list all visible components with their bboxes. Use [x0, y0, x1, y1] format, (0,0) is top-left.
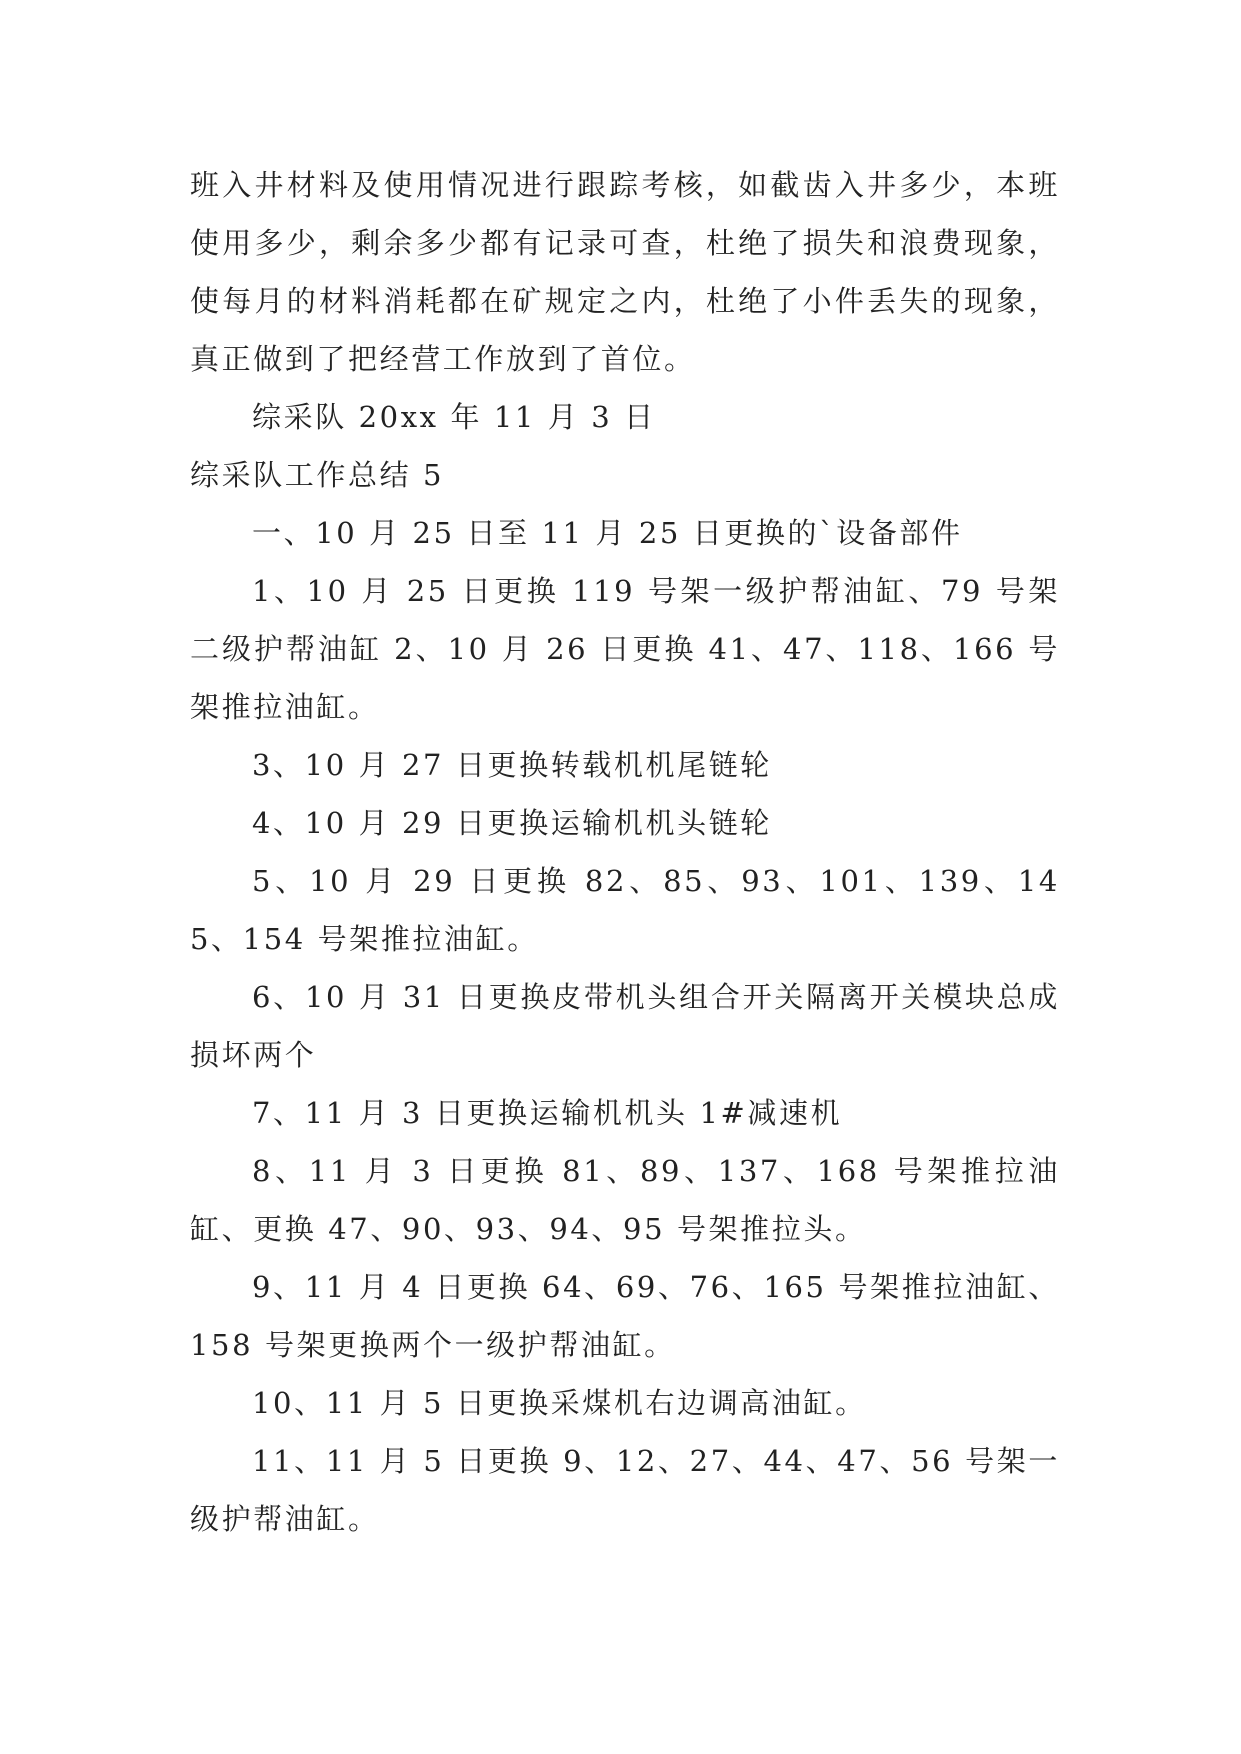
list-item: 6、10 月 31 日更换皮带机头组合开关隔离开关模块总成损坏两个 — [190, 980, 1060, 1072]
section-title: 综采队工作总结 5 — [190, 458, 445, 492]
list-item: 1、10 月 25 日更换 119 号架一级护帮油缸、79 号架二级护帮油缸 2、10 月 26 日更换 41、47、118、166 号架推拉油缸。 — [190, 574, 1060, 724]
list-item: 9、11 月 4 日更换 64、69、76、165 号架推拉油缸、158 号架更换两个一级护帮油缸。 — [190, 1270, 1060, 1362]
list-item: 4、10 月 29 日更换运输机机头链轮 — [252, 806, 772, 840]
document-body — [190, 156, 1060, 1548]
signature-date: 综采队 20xx 年 11 月 3 日 — [252, 400, 656, 434]
list-item: 8、11 月 3 日更换 81、89、137、168 号架推拉油缸、更换 47、90、93、94、95 号架推拉头。 — [190, 1154, 1060, 1246]
list-item: 5、10 月 29 日更换 82、85、93、101、139、145、154 号架推拉油缸。 — [190, 864, 1060, 956]
list-item: 3、10 月 27 日更换转载机机尾链轮 — [252, 748, 772, 782]
section-heading: 一、10 月 25 日至 11 月 25 日更换的`设备部件 — [252, 516, 963, 550]
list-item: 10、11 月 5 日更换采煤机右边调高油缸。 — [252, 1386, 867, 1420]
list-item: 11、11 月 5 日更换 9、12、27、44、47、56 号架一级护帮油缸。 — [190, 1444, 1060, 1536]
paragraph-material-tracking: 班入井材料及使用情况进行跟踪考核，如截齿入井多少，本班使用多少，剩余多少都有记录可查，杜绝了损失和浪费现象，使每月的材料消耗都在矿规定之内，杜绝了小件丢失的现象，真正做到了把经营工作放到了首位。 — [190, 168, 1060, 376]
list-item: 7、11 月 3 日更换运输机机头 1#减速机 — [252, 1096, 843, 1130]
